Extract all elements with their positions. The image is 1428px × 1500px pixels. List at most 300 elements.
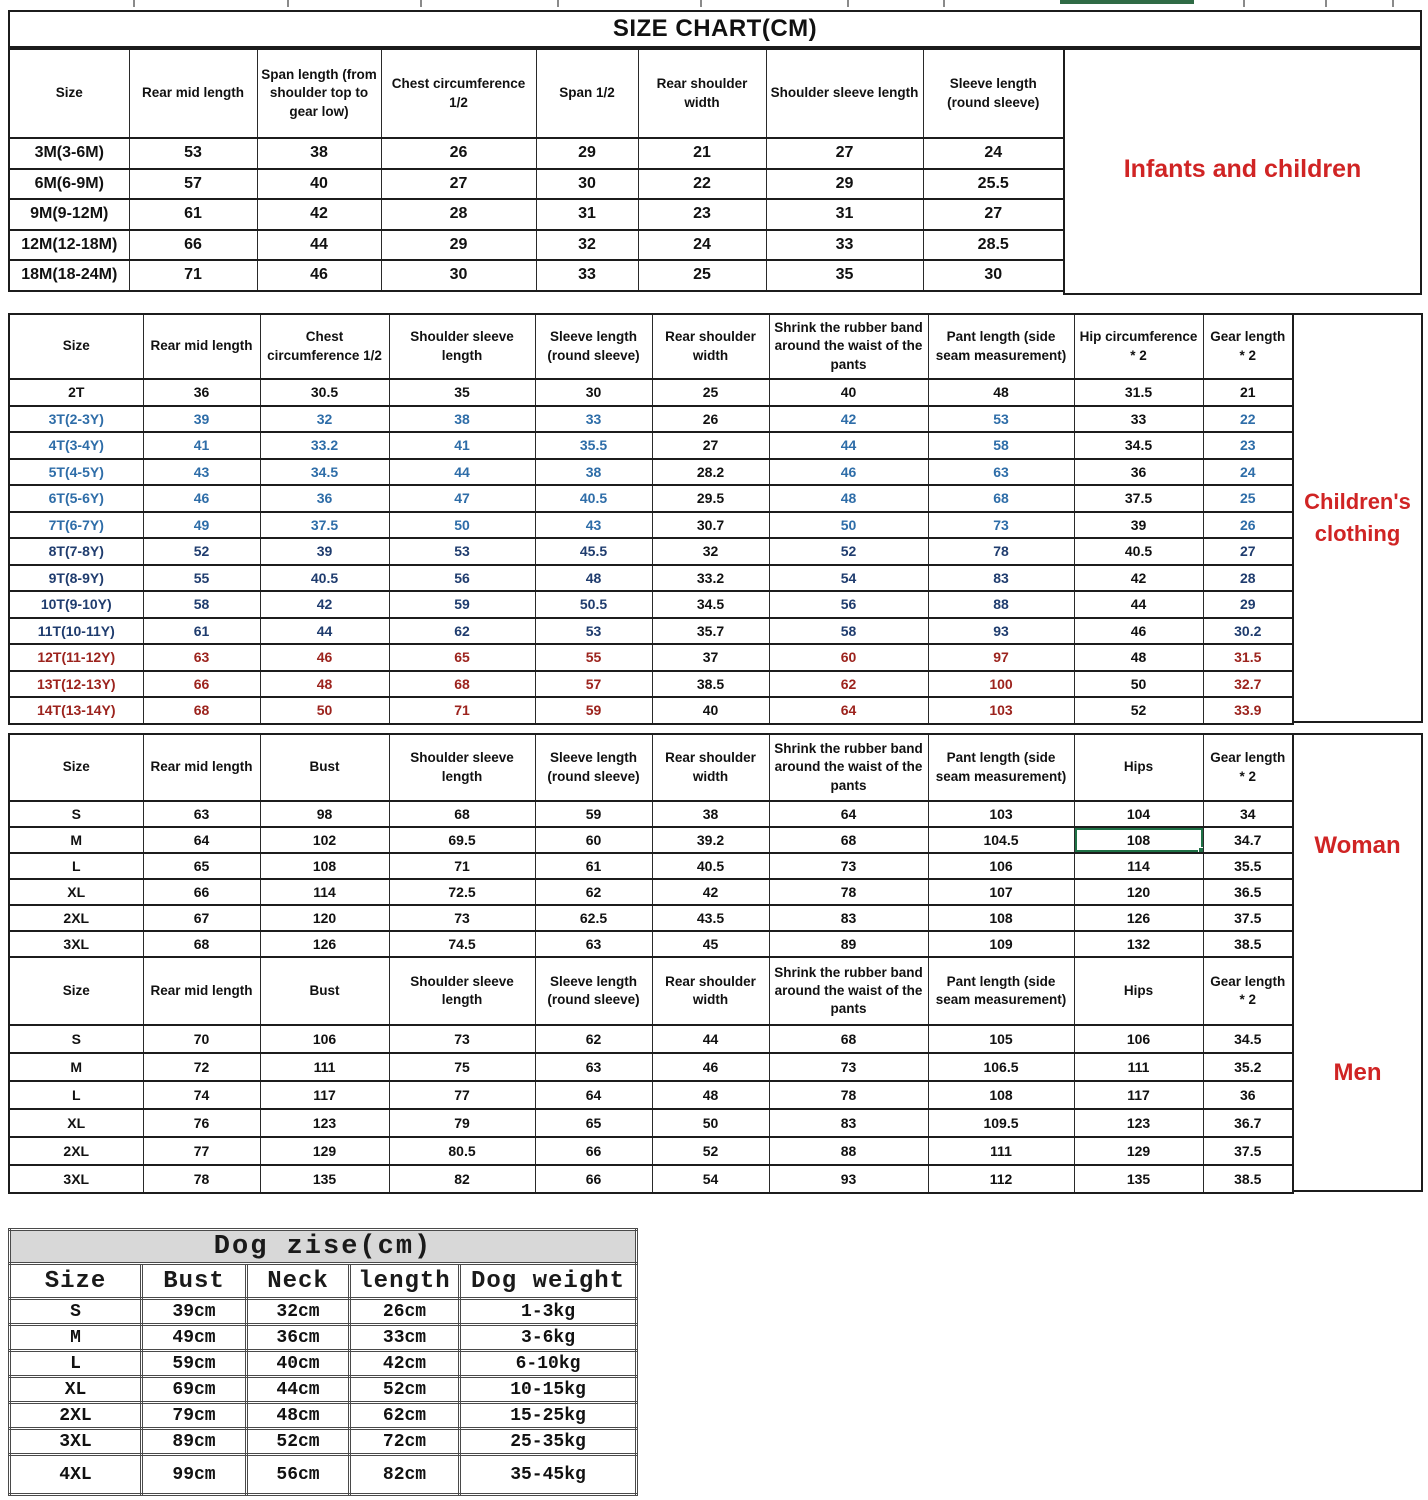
table-row — [10, 1429, 637, 1455]
cell: 64 — [769, 801, 928, 827]
cell: 37.5 — [260, 512, 389, 539]
cell: 61 — [535, 853, 652, 879]
cell: 99cm — [142, 1455, 247, 1495]
column-tick — [557, 0, 559, 7]
row-size-cell: 11T(10-11Y) — [9, 618, 143, 645]
table-row — [9, 169, 1064, 200]
cell: 76 — [143, 1109, 260, 1137]
table-row — [10, 1299, 637, 1325]
row-size-cell: 2T — [9, 379, 143, 406]
cell: 44 — [257, 230, 381, 261]
page-title: SIZE CHART(CM) — [8, 10, 1422, 48]
cell: 30 — [536, 169, 638, 200]
cell: 77 — [143, 1137, 260, 1165]
cell: 10-15kg — [460, 1377, 637, 1403]
cell: 37 — [652, 644, 769, 671]
cell: 39 — [260, 538, 389, 565]
cell: 42 — [652, 879, 769, 905]
cell: 73 — [769, 1053, 928, 1081]
cell: 135 — [1074, 1165, 1203, 1193]
cell: 21 — [1203, 379, 1293, 406]
row-size-cell: M — [9, 1053, 143, 1081]
cell: 46 — [260, 644, 389, 671]
men-size-table — [8, 956, 1294, 1194]
header-cell: Shrink the rubber band around the waist of the pants — [769, 314, 928, 379]
row-size-cell: M — [9, 827, 143, 853]
cell: 25 — [1203, 485, 1293, 512]
header-cell: Chest circumference 1/2 — [260, 314, 389, 379]
header-cell: Pant length (side seam measurement) — [928, 734, 1074, 801]
row-size-cell: 2XL — [9, 905, 143, 931]
table-row — [10, 1403, 637, 1429]
cell: 83 — [928, 565, 1074, 592]
table-row — [9, 432, 1293, 459]
column-tick — [420, 0, 422, 7]
cell: 40.5 — [535, 485, 652, 512]
row-size-cell: M — [10, 1325, 142, 1351]
cell: 64 — [769, 697, 928, 724]
cell: 53 — [928, 406, 1074, 433]
column-tick — [133, 0, 135, 7]
header-cell: Rear shoulder width — [638, 49, 766, 138]
cell: 6-10kg — [460, 1351, 637, 1377]
row-size-cell: 3T(2-3Y) — [9, 406, 143, 433]
cell: 27 — [652, 432, 769, 459]
table-row — [9, 591, 1293, 618]
cell: 50.5 — [535, 591, 652, 618]
cell: 111 — [260, 1053, 389, 1081]
cell: 135 — [260, 1165, 389, 1193]
cell: 44 — [260, 618, 389, 645]
cell: 65 — [535, 1109, 652, 1137]
header-cell: length — [350, 1264, 460, 1299]
cell: 46 — [1074, 618, 1203, 645]
header-cell: Rear mid length — [143, 734, 260, 801]
cell: 83 — [769, 905, 928, 931]
section-label-woman — [1294, 735, 1421, 956]
cell: 69.5 — [389, 827, 535, 853]
cell: 30 — [535, 379, 652, 406]
cell: 39 — [143, 406, 260, 433]
table-row — [9, 260, 1064, 291]
cell: 129 — [260, 1137, 389, 1165]
table-row — [9, 801, 1293, 827]
header-cell: Span 1/2 — [536, 49, 638, 138]
cell: 40.5 — [260, 565, 389, 592]
column-tick — [943, 0, 945, 7]
cell: 106 — [928, 853, 1074, 879]
row-size-cell: 12T(11-12Y) — [9, 644, 143, 671]
cell: 52 — [143, 538, 260, 565]
cell: 26 — [1203, 512, 1293, 539]
cell: 42 — [1074, 565, 1203, 592]
cell: 62 — [769, 671, 928, 698]
cell: 70 — [143, 1025, 260, 1053]
header-cell: Rear mid length — [129, 49, 257, 138]
row-size-cell: 7T(6-7Y) — [9, 512, 143, 539]
cell: 37.5 — [1203, 1137, 1293, 1165]
cell: 78 — [769, 879, 928, 905]
row-size-cell: 3M(3-6M) — [9, 138, 129, 169]
header-cell: Hips — [1074, 734, 1203, 801]
cell: 33.2 — [260, 432, 389, 459]
cell: 58 — [143, 591, 260, 618]
cell: 54 — [769, 565, 928, 592]
cell: 114 — [1074, 853, 1203, 879]
cell: 29 — [1203, 591, 1293, 618]
header-cell: Size — [9, 314, 143, 379]
row-size-cell: 13T(12-13Y) — [9, 671, 143, 698]
cell: 104.5 — [928, 827, 1074, 853]
cell: 73 — [769, 853, 928, 879]
row-size-cell: 3XL — [9, 1165, 143, 1193]
header-cell: Neck — [247, 1264, 350, 1299]
cell: 52cm — [247, 1429, 350, 1455]
cell: 69cm — [142, 1377, 247, 1403]
cell: 64 — [535, 1081, 652, 1109]
cell: 123 — [260, 1109, 389, 1137]
cell: 27 — [381, 169, 536, 200]
cell: 63 — [535, 1053, 652, 1081]
header-cell: Rear shoulder width — [652, 957, 769, 1025]
cell: 34 — [1203, 801, 1293, 827]
header-cell: Sleeve length (round sleeve) — [535, 957, 652, 1025]
header-cell: Bust — [142, 1264, 247, 1299]
cell: 21 — [638, 138, 766, 169]
cell: 33.2 — [652, 565, 769, 592]
header-cell: Shoulder sleeve length — [389, 734, 535, 801]
cell: 35.5 — [1203, 853, 1293, 879]
cell: 103 — [928, 697, 1074, 724]
row-size-cell: 5T(4-5Y) — [9, 459, 143, 486]
cell: 45.5 — [535, 538, 652, 565]
cell: 66 — [129, 230, 257, 261]
row-size-cell: 8T(7-8Y) — [9, 538, 143, 565]
cell: 108 — [260, 853, 389, 879]
cell: 117 — [260, 1081, 389, 1109]
cell: 28 — [1203, 565, 1293, 592]
cell: 39.2 — [652, 827, 769, 853]
cell: 52 — [1074, 697, 1203, 724]
cell: 63 — [143, 801, 260, 827]
cell: 25-35kg — [460, 1429, 637, 1455]
cell: 24 — [923, 138, 1064, 169]
table-row — [10, 1377, 637, 1403]
cell: 35 — [389, 379, 535, 406]
cell: 43 — [535, 512, 652, 539]
section-label-text: Children's clothing — [1304, 489, 1411, 546]
children-size-table — [8, 313, 1294, 725]
row-size-cell: L — [9, 1081, 143, 1109]
cell: 56cm — [247, 1455, 350, 1495]
cell: 123 — [1074, 1109, 1203, 1137]
cell: 30 — [381, 260, 536, 291]
cell: 37.5 — [1074, 485, 1203, 512]
cell: 26cm — [350, 1299, 460, 1325]
header-cell: Bust — [260, 734, 389, 801]
header-cell: Shoulder sleeve length — [766, 49, 923, 138]
cell: 59cm — [142, 1351, 247, 1377]
cell: 68 — [143, 931, 260, 957]
cell: 52 — [769, 538, 928, 565]
cell: 36 — [1074, 459, 1203, 486]
cell: 108 — [928, 1081, 1074, 1109]
cell: 57 — [129, 169, 257, 200]
row-size-cell: 3XL — [10, 1429, 142, 1455]
cell: 57 — [535, 671, 652, 698]
cell: 62 — [535, 879, 652, 905]
cell: 35 — [766, 260, 923, 291]
cell: 106.5 — [928, 1053, 1074, 1081]
cell: 62.5 — [535, 905, 652, 931]
section-label-infants — [1063, 48, 1422, 295]
cell: 38 — [535, 459, 652, 486]
cell: 52 — [652, 1137, 769, 1165]
cell: 54 — [652, 1165, 769, 1193]
cell: 112 — [928, 1165, 1074, 1193]
cell: 72cm — [350, 1429, 460, 1455]
column-tick — [700, 0, 702, 7]
header-cell: Gear length * 2 — [1203, 314, 1293, 379]
cell: 58 — [928, 432, 1074, 459]
cell: 32 — [652, 538, 769, 565]
cell: 32 — [260, 406, 389, 433]
table-row — [9, 879, 1293, 905]
cell: 62cm — [350, 1403, 460, 1429]
cell: 50 — [652, 1109, 769, 1137]
cell: 42cm — [350, 1351, 460, 1377]
cell: 47 — [389, 485, 535, 512]
cell: 32.7 — [1203, 671, 1293, 698]
cell: 26 — [652, 406, 769, 433]
cell: 40 — [652, 697, 769, 724]
cell: 48 — [1074, 644, 1203, 671]
header-cell: Gear length * 2 — [1203, 734, 1293, 801]
header-cell: Size — [9, 734, 143, 801]
header-cell: Sleeve length (round sleeve) — [535, 734, 652, 801]
cell: 35-45kg — [460, 1455, 637, 1495]
cell: 98 — [260, 801, 389, 827]
selected-cell: 108 — [1074, 827, 1203, 853]
cell: 33.9 — [1203, 697, 1293, 724]
row-size-cell: 9M(9-12M) — [9, 199, 129, 230]
cell: 46 — [257, 260, 381, 291]
cell: 30.5 — [260, 379, 389, 406]
cell: 88 — [928, 591, 1074, 618]
cell: 107 — [928, 879, 1074, 905]
cell: 32 — [536, 230, 638, 261]
cell: 32cm — [247, 1299, 350, 1325]
cell: 44 — [1074, 591, 1203, 618]
cell: 75 — [389, 1053, 535, 1081]
header-row — [10, 1264, 637, 1299]
section-label-text: Infants and children — [1123, 155, 1362, 183]
cell: 35.5 — [535, 432, 652, 459]
section-label-text: Woman — [1314, 831, 1401, 859]
cell: 129 — [1074, 1137, 1203, 1165]
cell: 50 — [260, 697, 389, 724]
cell: 61 — [129, 199, 257, 230]
row-size-cell: 2XL — [9, 1137, 143, 1165]
cell: 22 — [1203, 406, 1293, 433]
header-row — [9, 49, 1064, 138]
cell: 46 — [769, 459, 928, 486]
cell: 55 — [143, 565, 260, 592]
cell: 36.7 — [1203, 1109, 1293, 1137]
header-cell: Size — [10, 1264, 142, 1299]
green-cell-remnant — [1060, 0, 1194, 4]
row-size-cell: L — [10, 1351, 142, 1377]
cell: 29 — [381, 230, 536, 261]
cell: 97 — [928, 644, 1074, 671]
table-row — [9, 1081, 1293, 1109]
cell: 48 — [652, 1081, 769, 1109]
table-row — [9, 379, 1293, 406]
cell: 64 — [143, 827, 260, 853]
cell: 48 — [535, 565, 652, 592]
section-label-woman-men — [1292, 733, 1423, 1192]
table-row — [10, 1325, 637, 1351]
cell: 68 — [143, 697, 260, 724]
section-label-text: Men — [1333, 1059, 1382, 1087]
infants-size-table — [8, 48, 1065, 292]
cell: 66 — [143, 671, 260, 698]
cell: 74 — [143, 1081, 260, 1109]
row-size-cell: S — [10, 1299, 142, 1325]
cell: 34.5 — [652, 591, 769, 618]
cell: 38 — [389, 406, 535, 433]
row-size-cell: 6M(6-9M) — [9, 169, 129, 200]
cell: 41 — [143, 432, 260, 459]
table-row — [9, 671, 1293, 698]
cell: 61 — [143, 618, 260, 645]
cell: 31 — [536, 199, 638, 230]
table-row — [9, 459, 1293, 486]
header-cell: Rear shoulder width — [652, 734, 769, 801]
cell: 102 — [260, 827, 389, 853]
cell: 25 — [638, 260, 766, 291]
row-size-cell: S — [9, 1025, 143, 1053]
cell: 82 — [389, 1165, 535, 1193]
column-tick — [1325, 0, 1327, 7]
row-size-cell: 10T(9-10Y) — [9, 591, 143, 618]
header-cell: Sleeve length (round sleeve) — [923, 49, 1064, 138]
header-row — [9, 734, 1293, 801]
cell: 68 — [769, 1025, 928, 1053]
cell: 105 — [928, 1025, 1074, 1053]
cell: 52cm — [350, 1377, 460, 1403]
cell: 29 — [536, 138, 638, 169]
cell: 38.5 — [652, 671, 769, 698]
cell: 34.7 — [1203, 827, 1293, 853]
table-row — [9, 827, 1293, 853]
cell: 50 — [389, 512, 535, 539]
cell: 58 — [769, 618, 928, 645]
cell: 93 — [769, 1165, 928, 1193]
cell: 33 — [536, 260, 638, 291]
cell: 33cm — [350, 1325, 460, 1351]
cell: 36 — [143, 379, 260, 406]
cell: 33 — [766, 230, 923, 261]
cell: 78 — [928, 538, 1074, 565]
cell: 22 — [638, 169, 766, 200]
cell: 111 — [1074, 1053, 1203, 1081]
cell: 46 — [143, 485, 260, 512]
cell: 82cm — [350, 1455, 460, 1495]
cell: 31.5 — [1203, 644, 1293, 671]
row-size-cell: XL — [10, 1377, 142, 1403]
cell: 68 — [389, 801, 535, 827]
header-cell: Hip circumference * 2 — [1074, 314, 1203, 379]
cell: 88 — [769, 1137, 928, 1165]
cell: 78 — [143, 1165, 260, 1193]
table-row — [9, 905, 1293, 931]
row-size-cell: 9T(8-9Y) — [9, 565, 143, 592]
cell: 25.5 — [923, 169, 1064, 200]
cell: 63 — [143, 644, 260, 671]
cell: 126 — [260, 931, 389, 957]
row-size-cell: 18M(18-24M) — [9, 260, 129, 291]
cell: 49 — [143, 512, 260, 539]
cell: 59 — [535, 801, 652, 827]
cell: 30 — [923, 260, 1064, 291]
column-tick — [1243, 0, 1245, 7]
row-size-cell: S — [9, 801, 143, 827]
cell: 42 — [257, 199, 381, 230]
cell: 53 — [535, 618, 652, 645]
header-cell: Bust — [260, 957, 389, 1025]
cell: 33 — [1074, 406, 1203, 433]
cell: 83 — [769, 1109, 928, 1137]
header-cell: Shoulder sleeve length — [389, 957, 535, 1025]
table-title: Dog zise(cm) — [10, 1230, 637, 1264]
cell: 38.5 — [1203, 1165, 1293, 1193]
cell: 29.5 — [652, 485, 769, 512]
cell: 79cm — [142, 1403, 247, 1429]
cell: 27 — [923, 199, 1064, 230]
cell: 36cm — [247, 1325, 350, 1351]
header-row — [9, 314, 1293, 379]
table-row — [9, 618, 1293, 645]
cell: 66 — [143, 879, 260, 905]
header-cell: Hips — [1074, 957, 1203, 1025]
cell: 44cm — [247, 1377, 350, 1403]
header-cell: Dog weight — [460, 1264, 637, 1299]
column-tick — [287, 0, 289, 7]
cell: 50 — [1074, 671, 1203, 698]
cell: 39 — [1074, 512, 1203, 539]
cell: 100 — [928, 671, 1074, 698]
cell: 26 — [381, 138, 536, 169]
cell: 44 — [389, 459, 535, 486]
cell: 43.5 — [652, 905, 769, 931]
cell: 36.5 — [1203, 879, 1293, 905]
cell: 65 — [143, 853, 260, 879]
cell: 56 — [769, 591, 928, 618]
cell: 34.5 — [1074, 432, 1203, 459]
cell: 114 — [260, 879, 389, 905]
cell: 106 — [260, 1025, 389, 1053]
cell: 73 — [389, 905, 535, 931]
cell: 71 — [129, 260, 257, 291]
row-size-cell: XL — [9, 1109, 143, 1137]
cell: 38 — [652, 801, 769, 827]
header-cell: Gear length * 2 — [1203, 957, 1293, 1025]
cell: 66 — [535, 1165, 652, 1193]
table-title-row — [10, 1230, 637, 1264]
cell: 126 — [1074, 905, 1203, 931]
cell: 93 — [928, 618, 1074, 645]
